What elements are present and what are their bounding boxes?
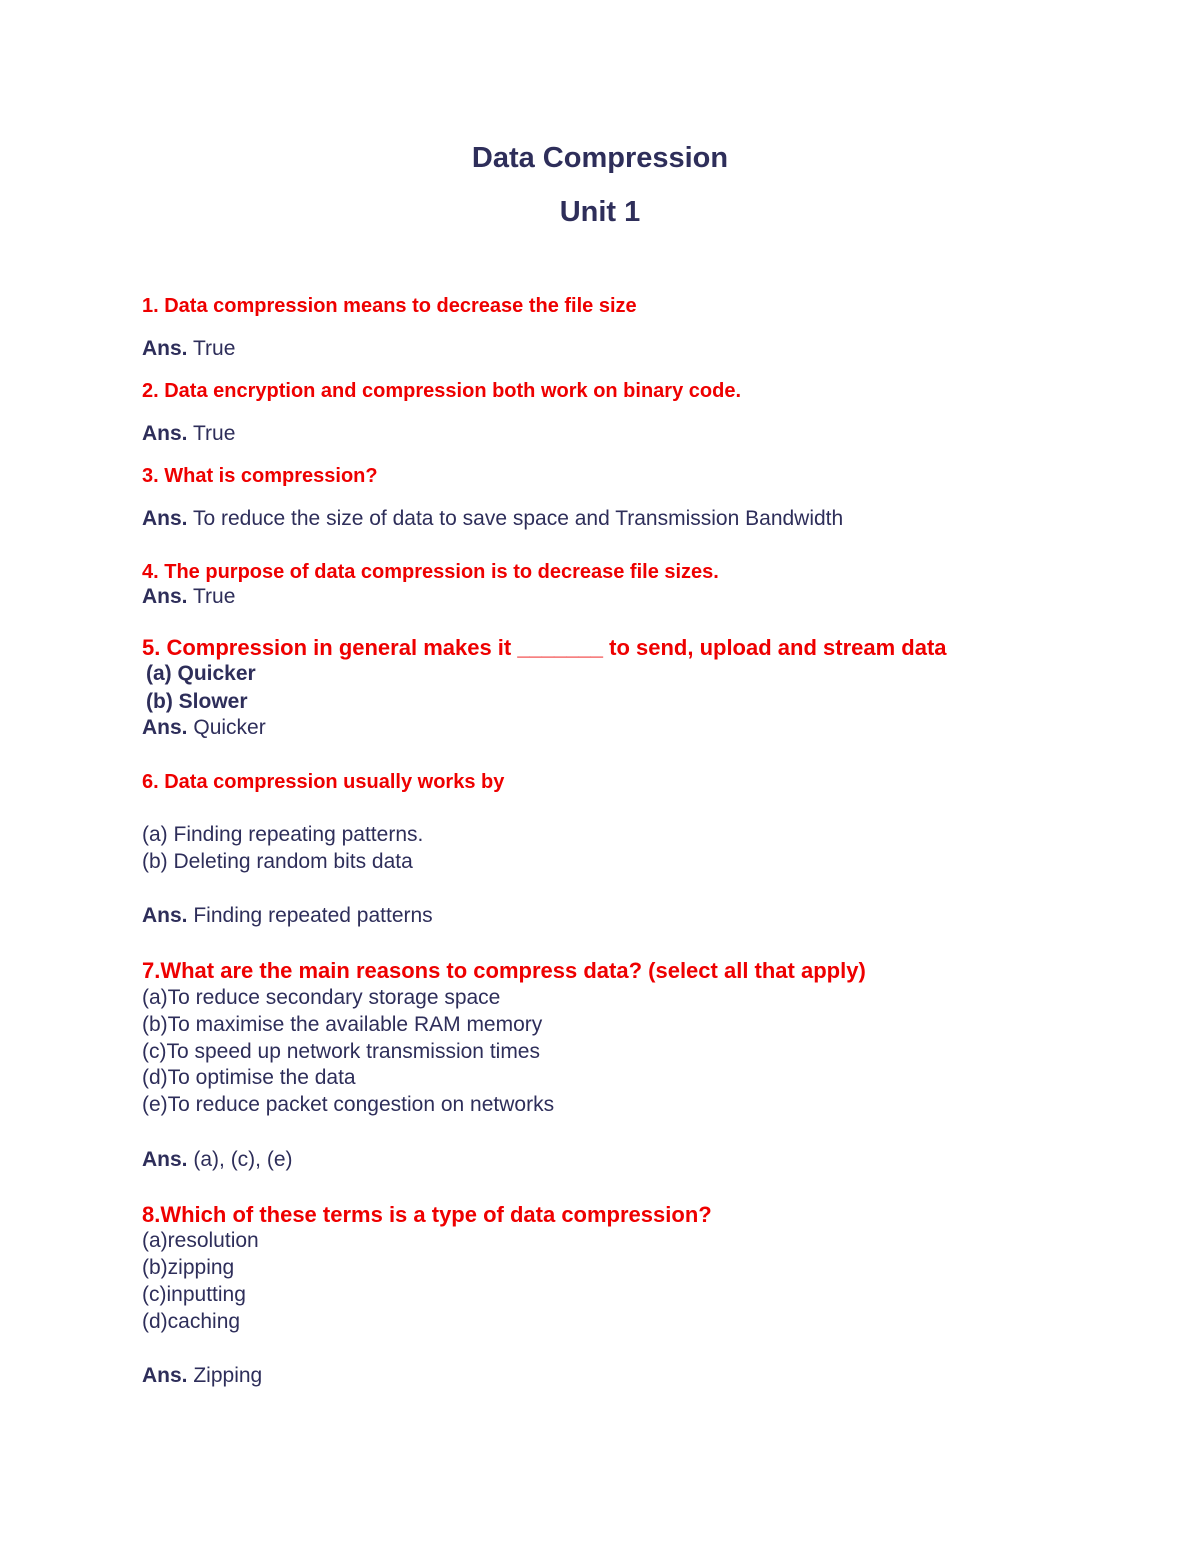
question-8-option-a: (a)resolution — [142, 1229, 259, 1252]
question-1: 1. Data compression means to decrease the file size — [142, 295, 637, 317]
answer-text: Zipping — [193, 1364, 263, 1387]
answer-7 — [142, 1148, 293, 1172]
answer-text: True — [192, 422, 236, 445]
question-4: 4. The purpose of data compression is to decrease file sizes. — [142, 561, 719, 583]
answer-text: (a), (c), (e) — [193, 1148, 293, 1171]
answer-label: Ans. — [142, 585, 188, 608]
answer-text: True — [192, 337, 236, 360]
question-2: 2. Data encryption and compression both work on binary code. — [142, 380, 741, 402]
answer-label: Ans. — [142, 337, 188, 360]
answer-4 — [142, 585, 235, 609]
question-3: 3. What is compression? — [142, 465, 378, 487]
answer-label: Ans. — [142, 1148, 188, 1171]
answer-8 — [142, 1364, 262, 1388]
answer-label: Ans. — [142, 716, 188, 739]
question-6: 6. Data compression usually works by — [142, 771, 505, 793]
answer-text: Quicker — [193, 716, 266, 739]
answer-2 — [142, 422, 235, 446]
question-7: 7.What are the main reasons to compress data? (select all that apply) — [142, 958, 866, 983]
answer-3 — [142, 507, 843, 531]
document-title: Data Compression — [471, 142, 729, 174]
question-7-option-d: (d)To optimise the data — [142, 1066, 356, 1089]
question-8-option-d: (d)caching — [142, 1310, 241, 1333]
question-7-option-b: (b)To maximise the available RAM memory — [142, 1013, 543, 1036]
question-7-option-c: (c)To speed up network transmission times — [142, 1040, 540, 1063]
question-5: 5. Compression in general makes it _______ to send, upload and stream data — [142, 635, 947, 660]
question-7-option-a: (a)To reduce secondary storage space — [142, 986, 501, 1009]
answer-text: To reduce the size of data to save space and Transmission Bandwidth — [192, 507, 844, 530]
question-6-option-a: (a) Finding repeating patterns. — [142, 823, 424, 846]
answer-5 — [142, 716, 266, 740]
answer-label: Ans. — [142, 422, 188, 445]
answer-6 — [142, 904, 433, 928]
question-5-option-a: (a) Quicker — [146, 662, 256, 685]
answer-label: Ans. — [142, 507, 188, 530]
question-8-option-b: (b)zipping — [142, 1256, 235, 1279]
question-8-option-c: (c)inputting — [142, 1283, 246, 1306]
question-7-option-e: (e)To reduce packet congestion on networks — [142, 1093, 555, 1116]
document-subtitle: Unit 1 — [559, 196, 641, 228]
question-5-option-b: (b) Slower — [146, 690, 248, 713]
answer-label: Ans. — [142, 904, 188, 927]
question-8: 8.Which of these terms is a type of data compression? — [142, 1202, 712, 1227]
question-6-option-b: (b) Deleting random bits data — [142, 850, 413, 873]
answer-text: True — [192, 585, 236, 608]
answer-text: Finding repeated patterns — [193, 904, 433, 927]
answer-1 — [142, 337, 235, 361]
answer-label: Ans. — [142, 1364, 188, 1387]
